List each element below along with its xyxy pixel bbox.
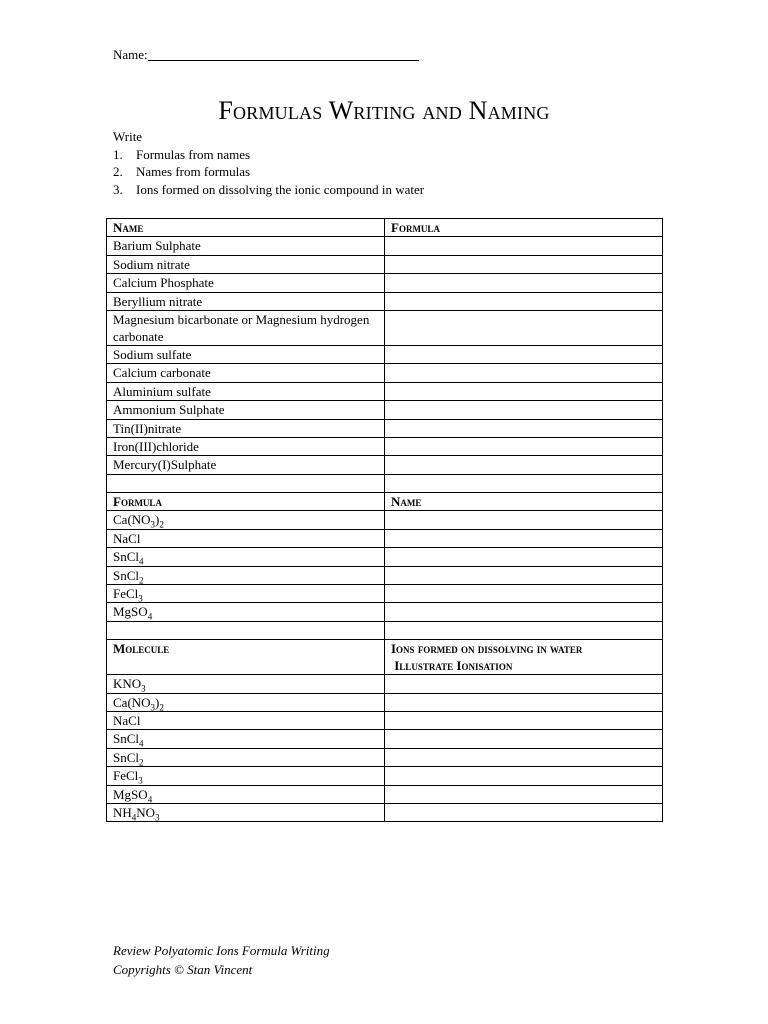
row-label: FeCl$_3$ <box>107 585 385 603</box>
table-row <box>107 675 663 693</box>
table-row <box>107 730 663 748</box>
answer-cell[interactable] <box>385 292 663 310</box>
table-row <box>107 419 663 437</box>
answer-cell[interactable] <box>385 529 663 547</box>
footer-line-2: Copyrights © Stan Vincent <box>113 962 253 977</box>
instruction-text: Formulas from names <box>136 146 251 162</box>
table-row <box>107 785 663 803</box>
row-label: Barium Sulphate <box>107 237 385 255</box>
footer <box>113 941 330 979</box>
answer-cell[interactable] <box>385 711 663 729</box>
table-row <box>107 382 663 400</box>
row-label: Magnesium bicarbonate or Magnesium hydrogen carbonate <box>107 310 385 345</box>
column-header-line: Ions formed on dissolving in water <box>391 641 583 657</box>
table-row <box>107 748 663 766</box>
answer-cell[interactable] <box>385 693 663 711</box>
row-label: NaCl <box>107 711 385 729</box>
name-label: Name: <box>113 47 148 62</box>
answer-cell[interactable] <box>385 345 663 363</box>
empty-cell <box>385 621 663 639</box>
row-label: FeCl$_3$ <box>107 767 385 785</box>
row-label: Calcium carbonate <box>107 364 385 382</box>
table-row <box>107 585 663 603</box>
row-label: MgSO$_4$ <box>107 785 385 803</box>
column-header: Formula <box>107 493 385 511</box>
table-row <box>107 292 663 310</box>
table-row <box>107 711 663 729</box>
name-line <box>113 47 419 63</box>
table-row <box>107 255 663 273</box>
answer-cell[interactable] <box>385 566 663 584</box>
table-row <box>107 345 663 363</box>
row-label: Mercury(I)Sulphate <box>107 456 385 474</box>
empty-cell <box>107 621 385 639</box>
answer-cell[interactable] <box>385 437 663 455</box>
table-row <box>107 456 663 474</box>
instruction-item <box>113 163 424 181</box>
row-label: $NH_4NO_3$ <box>107 803 385 821</box>
answer-cell[interactable] <box>385 382 663 400</box>
table-header-row <box>107 493 663 511</box>
table-row <box>107 274 663 292</box>
row-label: $KNO_3$ <box>107 675 385 693</box>
row-label: NaCl <box>107 529 385 547</box>
table-header-row <box>107 640 663 675</box>
table-row <box>107 511 663 529</box>
table-header-row <box>107 219 663 237</box>
instruction-text: Ions formed on dissolving the ionic compound in water <box>136 182 425 198</box>
table-row <box>107 803 663 821</box>
table-row <box>107 310 663 345</box>
table-row <box>107 437 663 455</box>
answer-cell[interactable] <box>385 767 663 785</box>
answer-cell[interactable] <box>385 456 663 474</box>
spacer-row <box>107 621 663 639</box>
instruction-item <box>113 146 424 164</box>
instruction-item <box>113 181 424 199</box>
instruction-text: Names from formulas <box>136 164 251 180</box>
instruction-number: 3. <box>113 182 123 198</box>
table-row <box>107 237 663 255</box>
row-label: Beryllium nitrate <box>107 292 385 310</box>
column-header-line: Illustrate Ionisation <box>391 658 513 674</box>
instructions <box>113 128 424 199</box>
answer-cell[interactable] <box>385 675 663 693</box>
table-row <box>107 693 663 711</box>
footer-line-1: Review Polyatomic Ions Formula Writing <box>113 943 330 958</box>
row-label: Ammonium Sulphate <box>107 401 385 419</box>
row-label: Sodium nitrate <box>107 255 385 273</box>
row-label: MgSO$_4$ <box>107 603 385 621</box>
answer-cell[interactable] <box>385 364 663 382</box>
answer-cell[interactable] <box>385 255 663 273</box>
answer-cell[interactable] <box>385 603 663 621</box>
answer-cell[interactable] <box>385 310 663 345</box>
answer-cell[interactable] <box>385 785 663 803</box>
row-label: Tin(II)nitrate <box>107 419 385 437</box>
row-label: Calcium Phosphate <box>107 274 385 292</box>
column-header: Name <box>107 219 385 237</box>
table-row <box>107 529 663 547</box>
row-label: $Ca(NO_3)_2$ <box>107 511 385 529</box>
row-label: Iron(III)chloride <box>107 437 385 455</box>
instructions-heading: Write <box>113 129 143 144</box>
answer-cell[interactable] <box>385 401 663 419</box>
instructions-list <box>113 146 424 199</box>
answer-cell[interactable] <box>385 548 663 566</box>
table-row <box>107 364 663 382</box>
answer-cell[interactable] <box>385 803 663 821</box>
answer-cell[interactable] <box>385 585 663 603</box>
column-header: Name <box>385 493 663 511</box>
column-header: Formula <box>385 219 663 237</box>
answer-cell[interactable] <box>385 237 663 255</box>
column-header <box>385 640 663 675</box>
row-label: $Ca(NO_3)_2$ <box>107 693 385 711</box>
row-label: Sodium sulfate <box>107 345 385 363</box>
empty-cell <box>107 474 385 492</box>
page-title: Formulas Writing and Naming <box>218 96 550 125</box>
row-label: SnCl$_4$ <box>107 730 385 748</box>
answer-cell[interactable] <box>385 419 663 437</box>
worksheet-table <box>106 218 663 822</box>
table-row <box>107 548 663 566</box>
row-label: SnCl$_2$ <box>107 748 385 766</box>
row-label: SnCl$_4$ <box>107 548 385 566</box>
instruction-number: 1. <box>113 146 123 162</box>
column-header: Molecule <box>107 640 385 675</box>
answer-cell[interactable] <box>385 511 663 529</box>
name-field[interactable] <box>148 47 419 61</box>
spacer-row <box>107 474 663 492</box>
table-row <box>107 401 663 419</box>
empty-cell <box>385 474 663 492</box>
table-row <box>107 603 663 621</box>
table-row <box>107 767 663 785</box>
answer-cell[interactable] <box>385 748 663 766</box>
answer-cell[interactable] <box>385 274 663 292</box>
row-label: Aluminium sulfate <box>107 382 385 400</box>
table-row <box>107 566 663 584</box>
row-label: SnCl$_2$ <box>107 566 385 584</box>
instruction-number: 2. <box>113 164 123 180</box>
answer-cell[interactable] <box>385 730 663 748</box>
